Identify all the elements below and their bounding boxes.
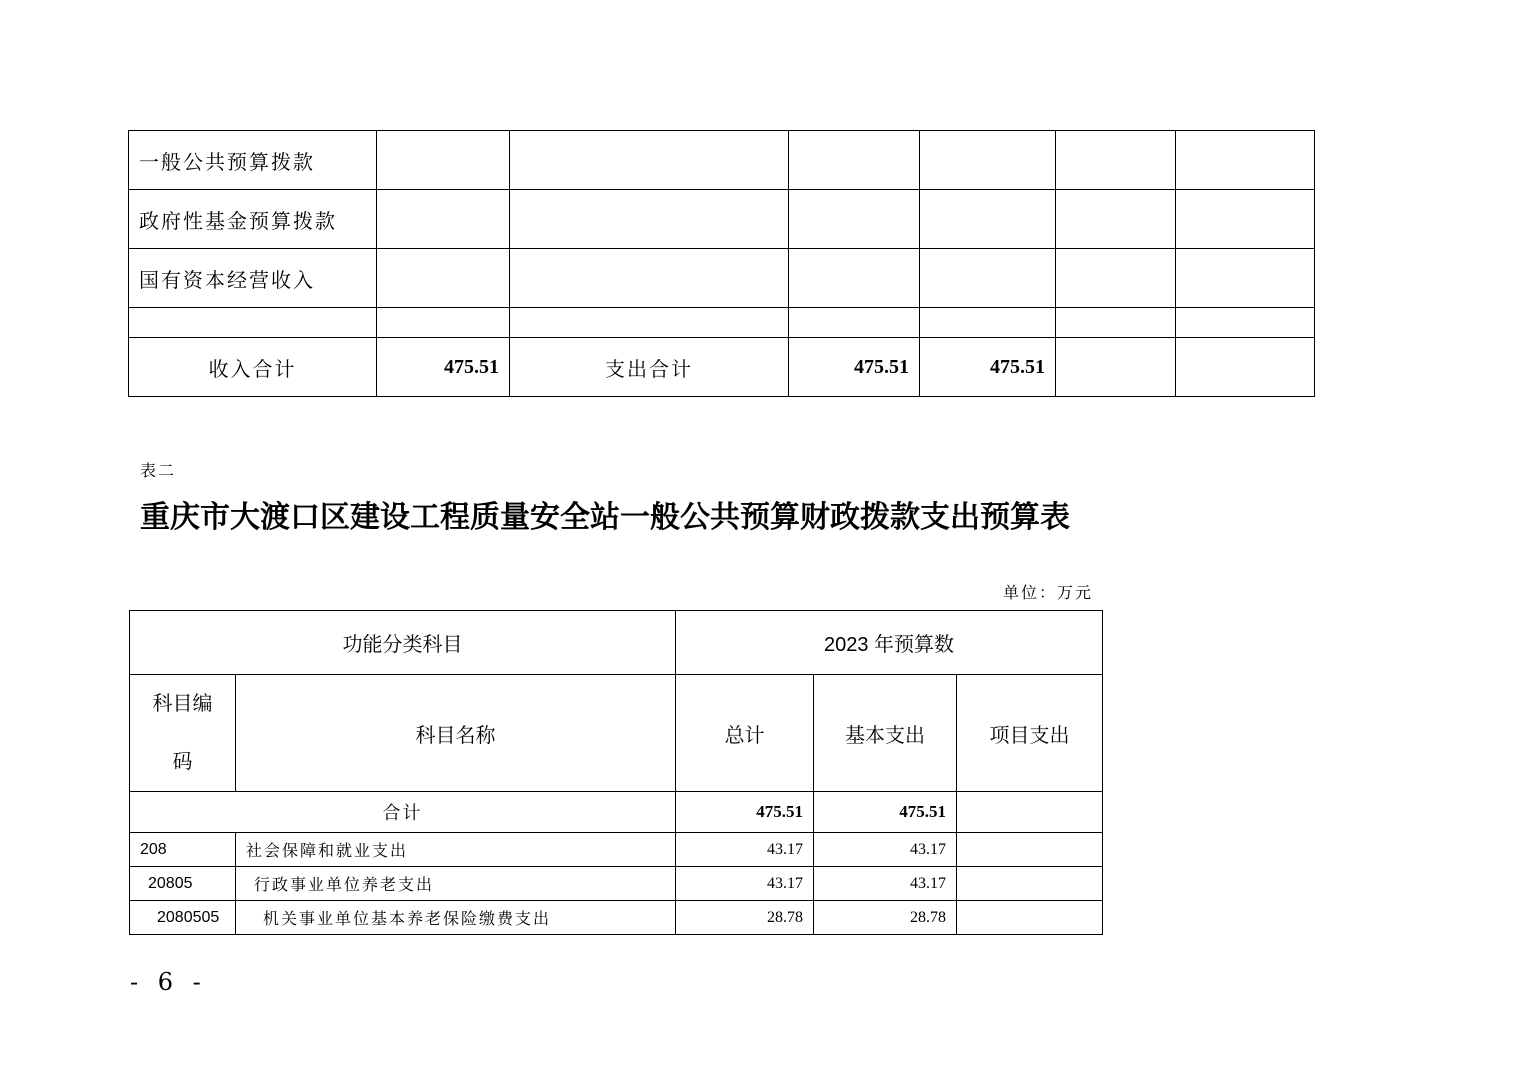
header-total: 总计 <box>676 675 814 792</box>
expense-total-value-2: 475.51 <box>920 338 1056 397</box>
header-code-line1: 科目编 <box>152 693 213 715</box>
header-code <box>130 675 236 792</box>
sum-label: 合计 <box>130 792 676 833</box>
header-name: 科目名称 <box>236 675 676 792</box>
row-code: 2080505 <box>130 901 236 935</box>
row-basic: 43.17 <box>814 867 957 901</box>
row-name: 行政事业单位养老支出 <box>236 867 676 901</box>
row-total: 43.17 <box>676 867 814 901</box>
row-label: 一般公共预算拨款 <box>129 131 377 190</box>
row-project <box>957 833 1103 867</box>
total-row <box>129 338 1315 397</box>
row-total: 28.78 <box>676 901 814 935</box>
table-row <box>129 131 1315 190</box>
sum-total: 475.51 <box>676 792 814 833</box>
row-project <box>957 867 1103 901</box>
row-label: 国有资本经营收入 <box>129 249 377 308</box>
row-basic: 28.78 <box>814 901 957 935</box>
expense-total-value: 475.51 <box>789 338 920 397</box>
expense-total-label: 支出合计 <box>510 338 789 397</box>
income-total-label: 收入合计 <box>129 338 377 397</box>
unit-label: 单位：万元 <box>1003 583 1094 602</box>
table-row <box>130 867 1103 901</box>
table-row <box>130 901 1103 935</box>
row-code: 208 <box>130 833 236 867</box>
row-project <box>957 901 1103 935</box>
header-category: 功能分类科目 <box>130 611 676 675</box>
table-row <box>129 190 1315 249</box>
table-number: 表二 <box>140 461 177 480</box>
table-row <box>130 833 1103 867</box>
row-name: 社会保障和就业支出 <box>236 833 676 867</box>
header-basic: 基本支出 <box>814 675 957 792</box>
header-row <box>130 611 1103 675</box>
sum-project <box>957 792 1103 833</box>
table-row <box>129 249 1315 308</box>
income-expense-table <box>128 130 1315 397</box>
row-name: 机关事业单位基本养老保险缴费支出 <box>236 901 676 935</box>
budget-expense-table <box>129 610 1103 935</box>
row-total: 43.17 <box>676 833 814 867</box>
header-project: 项目支出 <box>957 675 1103 792</box>
income-total-value: 475.51 <box>377 338 510 397</box>
page-number: - 6 - <box>130 968 207 996</box>
header-row <box>130 675 1103 792</box>
header-budget-year: 2023 年预算数 <box>676 611 1103 675</box>
row-code: 20805 <box>130 867 236 901</box>
page-title: 重庆市大渡口区建设工程质量安全站一般公共预算财政拨款支出预算表 <box>140 500 1070 535</box>
sum-row <box>130 792 1103 833</box>
table-row <box>129 308 1315 338</box>
row-label: 政府性基金预算拨款 <box>129 190 377 249</box>
row-basic: 43.17 <box>814 833 957 867</box>
header-code-line2: 码 <box>172 751 193 773</box>
row-label <box>129 308 377 338</box>
sum-basic: 475.51 <box>814 792 957 833</box>
